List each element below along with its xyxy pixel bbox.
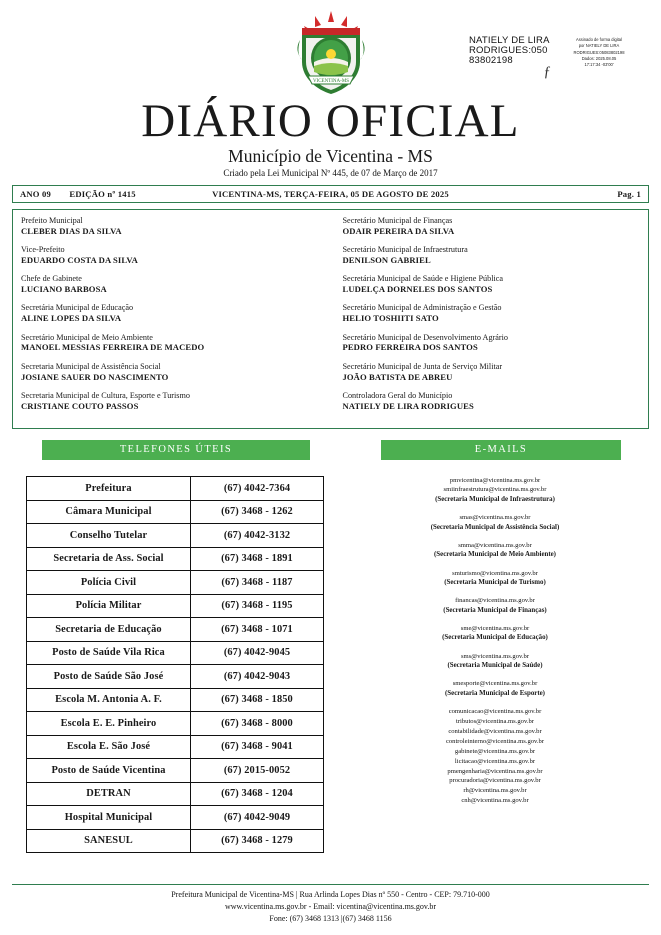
email-address[interactable]: financas@vicentina.ms.gov.br xyxy=(455,597,535,605)
phone-name: SANESUL xyxy=(27,829,191,853)
svg-text:VICENTINA-MS: VICENTINA-MS xyxy=(312,79,349,84)
page-title: DIÁRIO OFICIAL xyxy=(141,95,520,147)
official-role: Secretário Municipal de Infraestrutura xyxy=(342,245,468,255)
table-row xyxy=(27,524,324,548)
official-entry xyxy=(343,303,639,323)
official-role: Chefe de Gabinete xyxy=(21,274,82,284)
table-row xyxy=(27,829,324,853)
official-name: MANOEL MESSIAS FERREIRA DE MACEDO xyxy=(21,342,205,353)
municipal-coat-of-arms-icon xyxy=(288,10,374,96)
phone-name: Câmara Municipal xyxy=(27,500,191,524)
official-entry xyxy=(21,245,321,265)
official-role: Secretária Municipal de Saúde e Higiene Pública xyxy=(342,274,504,284)
phone-number: (67) 2015-0052 xyxy=(191,759,324,783)
table-row xyxy=(27,594,324,618)
phone-name: DETRAN xyxy=(27,782,191,806)
phone-name: Polícia Militar xyxy=(27,594,191,618)
page-subtitle: Município de Vicentina - MS xyxy=(228,146,433,166)
official-role: Controladora Geral do Município xyxy=(342,390,453,400)
phone-number: (67) 4042-9045 xyxy=(191,641,324,665)
signature-meta-line-4: Dados: 2025.08.05 xyxy=(581,56,617,62)
email-group-label: (Secretaria Municipal de Educação) xyxy=(442,634,548,642)
phone-name: Conselho Tutelar xyxy=(27,524,191,548)
official-entry xyxy=(21,303,321,323)
phone-name: Polícia Civil xyxy=(27,571,191,595)
official-name: DENILSON GABRIEL xyxy=(342,255,431,265)
email-address[interactable]: smesporte@vicentina.ms.gov.br xyxy=(452,680,538,688)
phone-number: (67) 4042-3132 xyxy=(191,524,324,548)
issue-page-number: Pag. 1 xyxy=(617,189,641,199)
issue-edition: EDIÇÃO nº 1415 xyxy=(69,189,136,199)
officials-box xyxy=(12,209,649,429)
official-name: CRISTIANE COUTO PASSOS xyxy=(21,400,139,411)
official-entry xyxy=(21,216,321,236)
email-plain-list xyxy=(348,707,642,806)
official-name: CLEBER DIAS DA SILVA xyxy=(21,225,122,236)
official-name: LUCIANO BARBOSA xyxy=(21,284,107,295)
email-address[interactable]: pmvicentina@vicentina.ms.gov.br xyxy=(449,477,541,485)
phone-name: Escola E. São José xyxy=(27,735,191,759)
official-name: LUDELÇA DORNELES DOS SANTOS xyxy=(342,284,493,295)
phone-number: (67) 3468 - 1279 xyxy=(191,829,324,853)
officials-left-column xyxy=(13,216,331,420)
official-role: Secretário Municipal de Finanças xyxy=(342,216,453,225)
official-entry xyxy=(21,362,321,382)
phone-number: (67) 3468 - 9041 xyxy=(191,735,324,759)
signature-name-line-3: 83802198 xyxy=(469,54,513,66)
email-group-label: (Secretaria Municipal de Meio Ambiente) xyxy=(434,551,556,559)
table-row xyxy=(27,641,324,665)
official-role: Secretaria Municipal de Assistência Social xyxy=(21,361,161,371)
official-name: JOSIANE SAUER DO NASCIMENTO xyxy=(21,371,169,382)
section-headers xyxy=(12,440,649,460)
email-group xyxy=(348,624,642,644)
section-header-telefones: TELEFONES ÚTEIS xyxy=(42,440,310,460)
official-role: Secretaria Municipal de Cultura, Esporte e Turismo xyxy=(21,390,190,400)
footer-phones: Fone: (67) 3468 1313 |(67) 3468 1156 xyxy=(269,914,392,923)
phone-number: (67) 3468 - 1262 xyxy=(191,500,324,524)
official-entry xyxy=(343,362,639,382)
phone-name: Escola M. Antonia A. F. xyxy=(27,688,191,712)
phone-name: Posto de Saúde Vila Rica xyxy=(27,641,191,665)
official-role: Secretário Municipal de Administração e Gestão xyxy=(342,303,502,313)
signature-meta-line-2: por NATIELY DE LIRA xyxy=(578,43,620,49)
email-address[interactable]: controleinterno@vicentina.ms.gov.br xyxy=(445,737,545,745)
creation-law-line: Criado pela Lei Municipal Nº 445, de 07 de Março de 2017 xyxy=(223,168,438,178)
phone-number: (67) 4042-9043 xyxy=(191,665,324,689)
issue-year: ANO 09 xyxy=(20,189,52,199)
table-row xyxy=(27,759,324,783)
phone-number: (67) 4042-9049 xyxy=(191,806,324,830)
phone-number: (67) 3468 - 1071 xyxy=(191,618,324,642)
table-row xyxy=(27,618,324,642)
official-role: Vice-Prefeito xyxy=(21,245,65,255)
official-role: Prefeito Municipal xyxy=(21,216,83,225)
official-entry xyxy=(343,391,639,411)
official-role: Secretário Municipal de Meio Ambiente xyxy=(21,332,153,342)
official-role: Secretário Municipal de Desenvolvimento Agrário xyxy=(342,332,509,342)
email-group-label: (Secretaria Municipal de Turismo) xyxy=(444,578,546,586)
email-group-label: (Secretaria Municipal de Saúde) xyxy=(447,662,543,670)
footer-web-email: www.vicentina.ms.gov.br - Email: vicentina@vicentina.ms.gov.br xyxy=(224,902,437,911)
signature-name-line-2: RODRIGUES:050 xyxy=(469,44,548,56)
table-row xyxy=(27,500,324,524)
email-address[interactable]: procuradoria@vicentina.ms.gov.br xyxy=(449,777,541,785)
phone-name: Posto de Saúde Vicentina xyxy=(27,759,191,783)
signature-name-line-1: NATIELY DE LIRA xyxy=(469,35,550,46)
email-address[interactable]: sme@vicentina.ms.gov.br xyxy=(460,625,530,633)
table-row xyxy=(27,571,324,595)
officials-right-column xyxy=(331,216,649,420)
phone-number: (67) 3468 - 1204 xyxy=(191,782,324,806)
email-address[interactable]: licitacao@vicentina.ms.gov.br xyxy=(454,757,536,765)
official-entry xyxy=(343,245,639,265)
phone-name: Escola E. E. Pinheiro xyxy=(27,712,191,736)
phones-column xyxy=(12,476,342,853)
page-footer xyxy=(12,884,649,925)
signature-swash-icon: ƒ xyxy=(543,64,551,80)
masthead xyxy=(12,10,649,178)
table-row xyxy=(27,782,324,806)
email-group-label: (Secretaria Municipal de Esporte) xyxy=(445,689,545,697)
email-address[interactable]: gabinete@vicentina.ms.gov.br xyxy=(454,747,536,755)
table-row xyxy=(27,806,324,830)
phone-number: (67) 3468 - 1187 xyxy=(191,571,324,595)
footer-address: Prefeitura Municipal de Vicentina-MS | Rua Arlinda Lopes Dias nº 550 - Centro - CEP: 79.710-000 xyxy=(171,890,490,899)
official-entry xyxy=(21,391,321,411)
phone-number: (67) 3468 - 8000 xyxy=(191,712,324,736)
official-entry xyxy=(21,274,321,294)
email-address[interactable]: smas@vicentina.ms.gov.br xyxy=(459,514,531,522)
email-group-label: (Secretaria Municipal de Assistência Social) xyxy=(430,523,560,531)
table-row xyxy=(27,547,324,571)
official-name: NATIELY DE LIRA RODRIGUES xyxy=(342,400,474,411)
table-row xyxy=(27,688,324,712)
section-header-emails: E-MAILS xyxy=(381,440,621,460)
email-address[interactable]: smiinfraestrutura@vicentina.ms.gov.br xyxy=(443,486,547,494)
emails-column xyxy=(342,476,642,806)
email-address[interactable]: smma@vicentina.ms.gov.br xyxy=(458,541,532,549)
phone-name: Hospital Municipal xyxy=(27,806,191,830)
email-address[interactable]: cnh@vicentina.ms.gov.br xyxy=(461,797,529,805)
official-name: PEDRO FERREIRA DOS SANTOS xyxy=(342,342,478,353)
phone-name: Posto de Saúde São José xyxy=(27,665,191,689)
official-role: Secretário Municipal de Junta de Serviço Militar xyxy=(342,361,503,371)
email-group xyxy=(348,679,642,699)
digital-signature-metadata xyxy=(553,37,645,69)
email-group-label: (Secretaria Municipal de Infraestrutura) xyxy=(435,495,555,503)
official-entry xyxy=(343,216,639,236)
phone-name: Secretaria de Ass. Social xyxy=(27,547,191,571)
official-name: HELIO TOSHIITI SATO xyxy=(342,313,439,324)
email-group xyxy=(348,569,642,589)
official-name: JOÃO BATISTA DE ABREU xyxy=(342,371,453,382)
issue-bar xyxy=(12,185,649,203)
email-address[interactable]: sms@vicentina.ms.gov.br xyxy=(460,652,530,660)
email-group xyxy=(348,541,642,561)
phone-number: (67) 4042-7364 xyxy=(191,477,324,501)
email-group xyxy=(348,476,642,505)
official-entry xyxy=(343,333,639,353)
phones-table xyxy=(26,476,324,853)
issue-date: VICENTINA-MS, TERÇA-FEIRA, 05 DE AGOSTO DE 2025 xyxy=(212,189,449,199)
phone-number: (67) 3468 - 1195 xyxy=(191,594,324,618)
email-address[interactable]: pmengenharia@vicentina.ms.gov.br xyxy=(447,767,543,775)
phone-name: Prefeitura xyxy=(27,477,191,501)
phone-number: (67) 3468 - 1850 xyxy=(191,688,324,712)
signature-meta-line-3: RODRIGUES:05083802198 xyxy=(573,49,625,55)
phone-number: (67) 3468 - 1891 xyxy=(191,547,324,571)
signature-meta-line-1: Assinado de forma digital xyxy=(576,37,622,42)
official-name: ODAIR PEREIRA DA SILVA xyxy=(342,225,455,236)
official-entry xyxy=(343,274,639,294)
official-entry xyxy=(21,333,321,353)
email-address[interactable]: contabilidade@vicentina.ms.gov.br xyxy=(448,727,542,735)
email-address[interactable]: smturismo@vicentina.ms.gov.br xyxy=(452,569,538,577)
phone-name: Secretaria de Educação xyxy=(27,618,191,642)
table-row xyxy=(27,735,324,759)
official-name: ALINE LOPES DA SILVA xyxy=(21,313,122,324)
table-row xyxy=(27,665,324,689)
signature-meta-line-5: 17:17:34 -03'00' xyxy=(584,62,614,68)
email-group xyxy=(348,513,642,533)
table-row xyxy=(27,712,324,736)
email-address[interactable]: comunicacao@vicentina.ms.gov.br xyxy=(448,708,542,716)
email-address[interactable]: rh@vicentina.ms.gov.br xyxy=(463,787,527,795)
email-group xyxy=(348,652,642,672)
email-group xyxy=(348,596,642,616)
content-columns xyxy=(12,476,649,853)
table-row xyxy=(27,477,324,501)
official-role: Secretária Municipal de Educação xyxy=(21,303,134,313)
email-group-label: (Secretaria Municipal de Finanças) xyxy=(443,606,547,614)
official-name: EDUARDO COSTA DA SILVA xyxy=(21,255,138,265)
email-address[interactable]: tributos@vicentina.ms.gov.br xyxy=(456,718,534,726)
